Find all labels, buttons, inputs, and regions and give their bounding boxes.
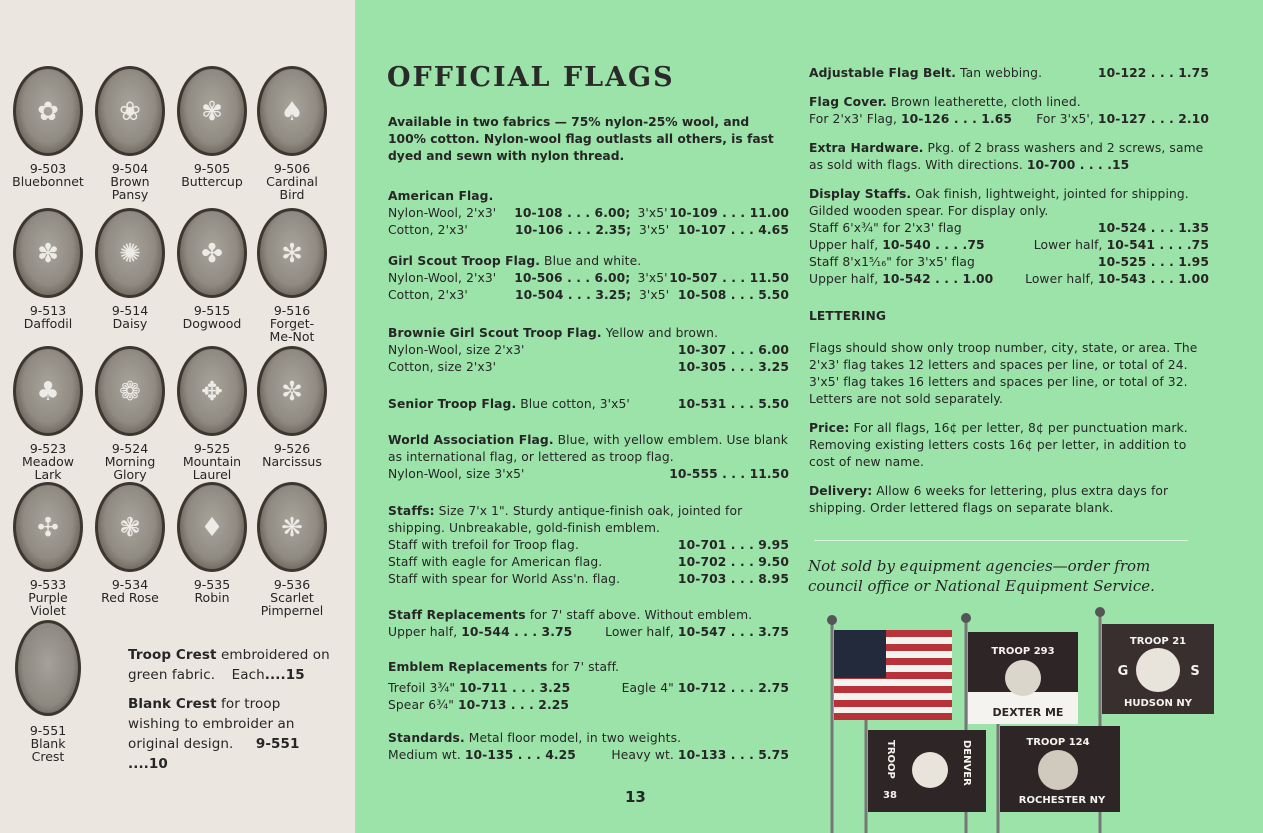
badge-emblem-icon xyxy=(257,346,327,436)
eagle-label: Eagle 4" xyxy=(621,681,678,695)
troop-crest-text: embroidered on green fabric. xyxy=(128,647,330,683)
badge-name: Daisy xyxy=(112,316,148,331)
upper-code: 10-540 . . . .75 xyxy=(882,238,985,252)
lower-code: 10-541 . . . .75 xyxy=(1106,238,1209,252)
badge-number: 9-504 xyxy=(111,161,149,176)
price-row xyxy=(388,222,789,239)
blank-crest-label: Blank Crest xyxy=(128,696,217,712)
belt-heading: Adjustable Flag Belt. xyxy=(809,66,956,80)
american-flag-icon xyxy=(834,630,952,720)
emblem-repl-desc: for 7' staff. xyxy=(547,660,620,674)
price-text xyxy=(809,420,1209,471)
brownie-flag-section xyxy=(388,325,789,376)
gs-troop-flag-section xyxy=(388,253,789,304)
upper-label: Upper half, xyxy=(809,272,883,286)
cover-section xyxy=(809,94,1209,128)
badge-number: 9-551 xyxy=(29,723,67,738)
badge-number: 9-536 xyxy=(273,577,311,592)
flower-icon: ❁ xyxy=(119,377,141,407)
senior-flag-heading: Senior Troop Flag. xyxy=(388,397,517,411)
price-row xyxy=(388,680,789,697)
page-title: OFFICIAL FLAGS xyxy=(387,62,675,93)
hardware-section xyxy=(809,140,1209,174)
flower-icon: ❃ xyxy=(119,513,141,543)
price-row xyxy=(809,111,1209,128)
badge-name: Scarlet xyxy=(270,590,314,605)
badge-name-1: Blank xyxy=(30,736,66,751)
badge-name: Pansy xyxy=(111,187,149,202)
badge-number: 9-506 xyxy=(273,161,311,176)
flower-icon: ✤ xyxy=(201,239,223,269)
delivery-heading: Delivery: xyxy=(809,484,873,498)
price-row xyxy=(388,466,789,483)
upper-code: 10-542 . . . 1.00 xyxy=(882,272,994,286)
flower-icon: ✾ xyxy=(201,97,223,127)
american-flag-heading: American Flag. xyxy=(388,189,494,203)
price-heading: Price: xyxy=(809,421,850,435)
badge-name: Violet xyxy=(30,603,66,618)
flower-icon: ✽ xyxy=(37,239,59,269)
badge-9-506 xyxy=(212,66,372,201)
lower-label: Lower half, xyxy=(1033,238,1107,252)
badge-number: 9-513 xyxy=(29,303,67,318)
badge-name: Mountain xyxy=(182,454,242,469)
right-column xyxy=(809,65,1209,517)
lower-code: 10-543 . . . 1.00 xyxy=(1097,272,1209,286)
price-row xyxy=(388,359,789,376)
badge-emblem-icon xyxy=(257,482,327,572)
badge-number: 9-515 xyxy=(193,303,231,318)
staffs-heading: Staffs: xyxy=(388,504,435,518)
cover-3x5: For 3'x5', xyxy=(1036,112,1098,126)
middle-column xyxy=(388,188,789,778)
staffs-desc: Size 7'x 1". Sturdy antique-finish oak, jointed for shipping. Unbreakable, gold-finish emblem. xyxy=(388,504,743,535)
row-label: Nylon-Wool, size 2'x3' xyxy=(388,343,525,357)
delivery-text xyxy=(809,483,1209,517)
badge-name: Dogwood xyxy=(182,316,242,331)
price-row xyxy=(388,537,789,554)
row-label: Cotton, 2'x3' xyxy=(388,288,468,302)
flower-icon: ♠ xyxy=(280,97,304,127)
price-row xyxy=(388,287,789,304)
crest-descriptions xyxy=(128,645,330,774)
belt-price: 10-122 . . . 1.75 xyxy=(1097,66,1209,80)
display-section xyxy=(809,186,1209,288)
badge-name: Red Rose xyxy=(101,590,159,605)
price-row xyxy=(388,697,789,714)
cover-3x5-code: 10-127 . . . 2.10 xyxy=(1097,112,1209,126)
badge-name: Purple xyxy=(28,590,68,605)
blank-crest-desc xyxy=(128,694,330,774)
badge-number: 9-503 xyxy=(29,161,67,176)
troop-crest-each: Each xyxy=(231,667,265,683)
divider xyxy=(814,540,1188,541)
flower-icon: ✣ xyxy=(37,513,59,543)
display-heading: Display Staffs. xyxy=(809,187,912,201)
badge-emblem-icon xyxy=(257,208,327,298)
flower-icon: ✺ xyxy=(119,239,141,269)
lettering-heading: LETTERING xyxy=(809,309,887,323)
troop-crest-price: ....15 xyxy=(264,667,305,683)
flower-icon: ❋ xyxy=(281,513,303,543)
lettering-text: Flags should show only troop number, city, state, or area. The 2'x3' flag takes 12 letters and spaces per line, or total of 24. 3'x5' flag takes 16 letters and spaces per line, or total of 32. Letters are not sold separately. xyxy=(809,341,1198,406)
finial-icon xyxy=(1095,607,1105,617)
row-price: 10-307 . . . 6.00 xyxy=(677,343,789,357)
page-number: 13 xyxy=(625,788,646,806)
badge-number: 9-523 xyxy=(29,441,67,456)
badge-number: 9-524 xyxy=(111,441,149,456)
staff-6-price: 10-524 . . . 1.35 xyxy=(1097,221,1209,235)
badge-9-526 xyxy=(212,346,372,468)
row-price: 10-555 . . . 11.50 xyxy=(669,467,789,481)
american-flag-section xyxy=(388,188,789,239)
blank-crest-code: 9-551 xyxy=(255,736,300,752)
badge-name: Laurel xyxy=(192,467,232,482)
trefoil-code: 10-711 . . . 3.25 xyxy=(459,681,571,695)
medium-code: 10-135 . . . 4.25 xyxy=(464,748,576,762)
row-price: 10-701 . . . 9.95 xyxy=(677,538,789,552)
blank-crest-oval-icon xyxy=(15,620,81,716)
row-code: 10-108 . . . 6.00; xyxy=(514,206,631,220)
senior-flag-section xyxy=(388,396,789,413)
row-price: 10-508 . . . 5.50 xyxy=(677,288,789,302)
row-size: 3'x5' xyxy=(637,271,668,285)
hardware-heading: Extra Hardware. xyxy=(809,141,924,155)
brownie-flag-heading: Brownie Girl Scout Troop Flag. xyxy=(388,326,602,340)
row-price: 10-507 . . . 11.50 xyxy=(669,271,789,285)
price-row xyxy=(388,342,789,359)
price-row xyxy=(388,270,789,287)
hardware-price: 10-700 . . . .15 xyxy=(1026,158,1130,172)
troop-21-g: G xyxy=(1117,664,1129,679)
price-desc: For all flags, 16¢ per letter, 8¢ per punctuation mark. Removing existing letters costs 16¢ per letter, in addition to cost of new name. xyxy=(809,421,1188,469)
flower-icon: ✼ xyxy=(281,377,303,407)
staff-8: Staff 8'x1⁵⁄₁₆" for 3'x5' flag xyxy=(809,255,975,269)
row-size: 3'x5' xyxy=(637,206,668,220)
troop-crest-label: Troop Crest xyxy=(128,647,217,663)
standards-desc: Metal floor model, in two weights. xyxy=(464,731,682,745)
senior-flag-desc: Blue cotton, 3'x5' xyxy=(516,397,630,411)
notice-text: Not sold by equipment agencies—order from council office or National Equipment Service. xyxy=(808,557,1155,595)
staff-replacements-section xyxy=(388,607,789,641)
row-label: Nylon-Wool, size 3'x5' xyxy=(388,467,525,481)
row-label: Staff with spear for World Ass'n. flag. xyxy=(388,572,621,586)
badge-number: 9-516 xyxy=(273,303,311,318)
row-price: 10-107 . . . 4.65 xyxy=(677,223,789,237)
row-label: Staff with eagle for American flag. xyxy=(388,555,603,569)
price-row xyxy=(388,571,789,588)
upper-label: Upper half, xyxy=(809,238,883,252)
lower-label: Lower half, xyxy=(605,625,678,639)
badge-name: Brown xyxy=(110,174,150,189)
badge-name: Meadow xyxy=(22,454,74,469)
flags-illustration xyxy=(818,600,1238,833)
emblem-replacements-section xyxy=(388,659,789,714)
row-size: 3'x5' xyxy=(639,288,670,302)
troop-crest-desc xyxy=(128,645,330,685)
world-flag-section xyxy=(388,432,789,483)
row-label: Nylon-Wool, 2'x3' xyxy=(388,271,497,285)
badge-name: Buttercup xyxy=(181,174,243,189)
badge-number: 9-514 xyxy=(111,303,149,318)
badge-name: Morning xyxy=(104,454,156,469)
emblem-repl-heading: Emblem Replacements xyxy=(388,660,548,674)
senior-flag-price: 10-531 . . . 5.50 xyxy=(677,397,789,411)
row-size: 3'x5' xyxy=(639,223,670,237)
price-row xyxy=(809,220,1209,237)
blank-crest-price: ....10 xyxy=(128,756,168,772)
display-desc: Oak finish, lightweight, jointed for shipping. Gilded wooden spear. For display only. xyxy=(809,187,1189,218)
row-code: 10-506 . . . 6.00; xyxy=(514,271,631,285)
eagle-finial-icon xyxy=(827,615,837,625)
badge-name-2: Crest xyxy=(31,749,65,764)
lower-label: Lower half, xyxy=(1025,272,1098,286)
hardware-desc: Pkg. of 2 brass washers and 2 screws, same as sold with flags. With directions. xyxy=(809,141,1204,172)
intro-text: Available in two fabrics — 75% nylon-25% wool, and 100% cotton. Nylon-wool flag outlasts all others, is fast dyed and sewn with nylon thread. xyxy=(388,115,774,163)
delivery-desc: Allow 6 weeks for lettering, plus extra days for shipping. Order lettered flags on separate blank. xyxy=(809,484,1169,515)
badge-number: 9-526 xyxy=(273,441,311,456)
row-price: 10-702 . . . 9.50 xyxy=(677,555,789,569)
badge-name: Glory xyxy=(113,467,147,482)
badge-name: Lark xyxy=(34,467,62,482)
price-row xyxy=(388,624,789,641)
blank-crest-text: for troop wishing to embroider an original design. xyxy=(128,696,295,752)
price-row xyxy=(809,271,1209,288)
badge-number: 9-534 xyxy=(111,577,149,592)
price-row xyxy=(388,747,789,764)
troop-124-bottom: ROCHESTER NY xyxy=(1018,795,1106,806)
troop-293-top: TROOP 293 xyxy=(991,646,1055,657)
troop-21-top: TROOP 21 xyxy=(1129,636,1187,647)
upper-label: Upper half, xyxy=(388,625,462,639)
badge-name: Me-Not xyxy=(269,329,315,344)
lower-code: 10-547 . . . 3.75 xyxy=(677,625,789,639)
badge-name: Pimpernel xyxy=(260,603,324,618)
eagle-code: 10-712 . . . 2.75 xyxy=(677,681,789,695)
row-code: 10-106 . . . 2.35; xyxy=(515,223,632,237)
spear-label: Spear 6¾" xyxy=(388,698,458,712)
row-code: 10-504 . . . 3.25; xyxy=(515,288,632,302)
gs-flag-heading: Girl Scout Troop Flag. xyxy=(388,254,541,268)
badge-name: Cardinal xyxy=(266,174,318,189)
flower-icon: ✻ xyxy=(281,239,303,269)
badge-name: Bluebonnet xyxy=(12,174,84,189)
badge-blank-crest xyxy=(0,620,128,763)
belt-desc: Tan webbing. xyxy=(956,66,1043,80)
troop-293-bottom: DEXTER ME xyxy=(992,706,1064,719)
badge-number: 9-525 xyxy=(193,441,231,456)
badge-number: 9-533 xyxy=(29,577,67,592)
heavy-code: 10-133 . . . 5.75 xyxy=(677,748,789,762)
badge-number: 9-535 xyxy=(193,577,231,592)
badge-name: Daffodil xyxy=(23,316,73,331)
lettering-section xyxy=(809,308,1209,517)
cover-desc: Brown leatherette, cloth lined. xyxy=(886,95,1081,109)
row-price: 10-109 . . . 11.00 xyxy=(669,206,789,220)
row-price: 10-703 . . . 8.95 xyxy=(677,572,789,586)
trefoil-finial-icon xyxy=(961,613,971,623)
standards-heading: Standards. xyxy=(388,731,465,745)
flower-icon: ♣ xyxy=(36,377,60,407)
flower-icon: ♦ xyxy=(200,513,224,543)
price-row xyxy=(809,254,1209,271)
troop-38-num: 38 xyxy=(883,790,897,801)
flower-icon: ❀ xyxy=(119,97,141,127)
row-price: 10-305 . . . 3.25 xyxy=(677,360,789,374)
badge-9-516 xyxy=(212,208,372,343)
row-label: Cotton, size 2'x3' xyxy=(388,360,497,374)
cover-2x3: For 2'x3' Flag, xyxy=(809,112,901,126)
brownie-flag-desc: Yellow and brown. xyxy=(601,326,719,340)
flower-icon: ✿ xyxy=(37,97,59,127)
staff-repl-heading: Staff Replacements xyxy=(388,608,526,622)
gs-flag-desc: Blue and white. xyxy=(540,254,642,268)
badge-name: Robin xyxy=(194,590,230,605)
badge-9-536 xyxy=(212,482,372,617)
troop-21-bottom: HUDSON NY xyxy=(1124,698,1192,709)
row-label: Staff with trefoil for Troop flag. xyxy=(388,538,579,552)
troop-124-top: TROOP 124 xyxy=(1026,737,1090,748)
badge-name: Narcissus xyxy=(262,454,322,469)
row-label: Nylon-Wool, 2'x3' xyxy=(388,206,497,220)
cover-2x3-code: 10-126 . . . 1.65 xyxy=(900,112,1013,126)
spear-code: 10-713 . . . 2.25 xyxy=(457,698,570,712)
troop-38-right: DENVER xyxy=(961,740,972,786)
flower-icon: ✥ xyxy=(201,377,223,407)
troop-21-s: S xyxy=(1190,664,1200,679)
standards-section xyxy=(388,730,789,764)
badge-emblem-icon xyxy=(257,66,327,156)
price-row xyxy=(388,554,789,571)
cover-heading: Flag Cover. xyxy=(809,95,887,109)
row-label: Cotton, 2'x3' xyxy=(388,223,468,237)
medium-label: Medium wt. xyxy=(388,748,465,762)
upper-code: 10-544 . . . 3.75 xyxy=(461,625,573,639)
trefoil-label: Trefoil 3¾" xyxy=(388,681,460,695)
staff-6: Staff 6'x¾" for 2'x3' flag xyxy=(809,221,962,235)
staff-repl-desc: for 7' staff above. Without emblem. xyxy=(525,608,753,622)
troop-38-left: TROOP xyxy=(885,740,896,779)
staff-8-price: 10-525 . . . 1.95 xyxy=(1097,255,1209,269)
world-flag-heading: World Association Flag. xyxy=(388,433,554,447)
belt-section xyxy=(809,65,1209,82)
world-flag-desc: Blue, with yellow emblem. Use blank as international flag, or lettered as troop flag. xyxy=(388,433,788,464)
staffs-section xyxy=(388,503,789,588)
heavy-label: Heavy wt. xyxy=(611,748,678,762)
badge-name: Forget- xyxy=(269,316,315,331)
badge-name: Bird xyxy=(279,187,305,202)
badge-number: 9-505 xyxy=(193,161,231,176)
price-row xyxy=(388,205,789,222)
price-row xyxy=(809,237,1209,254)
